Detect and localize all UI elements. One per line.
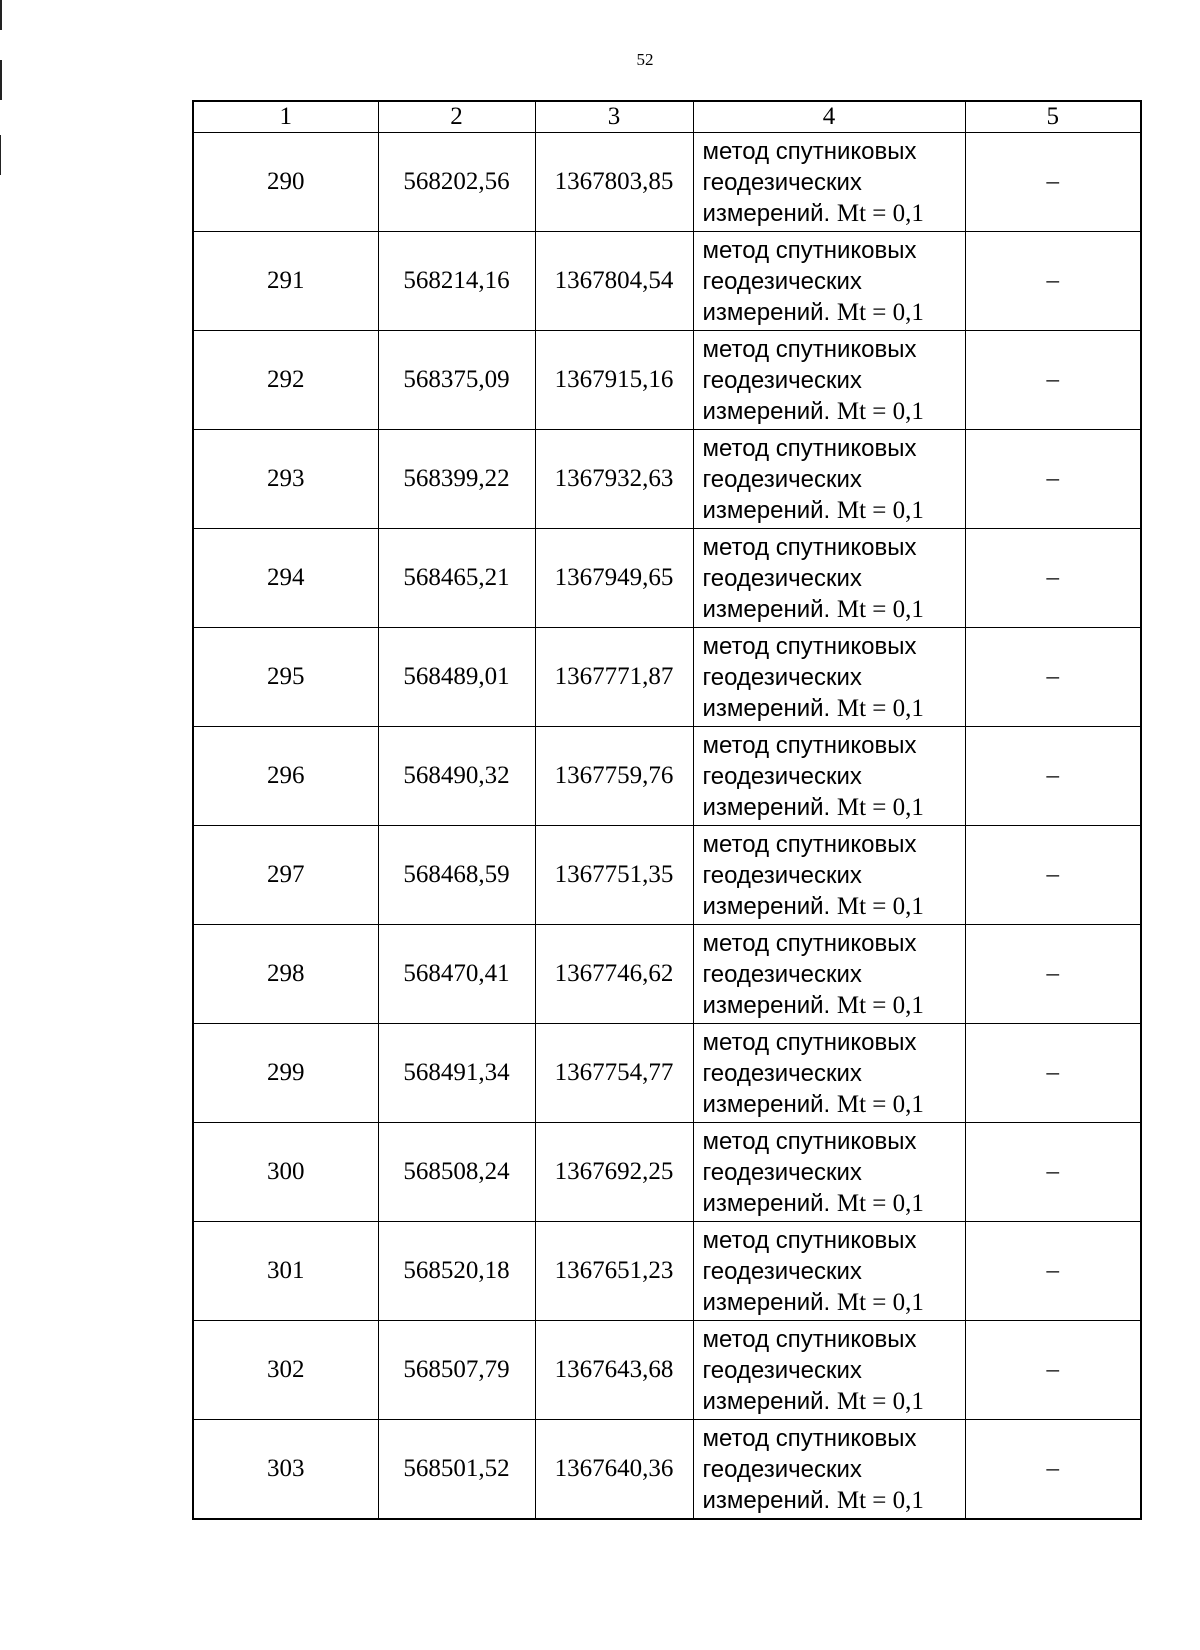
method-line: метод спутниковых — [702, 830, 917, 858]
method-line — [703, 396, 965, 427]
table-row — [193, 1420, 1141, 1520]
table-body — [193, 133, 1141, 1520]
note-cell: – — [965, 232, 1141, 331]
method-cell — [693, 1222, 965, 1321]
note-cell: – — [965, 925, 1141, 1024]
method-line-text: измерений. — [702, 991, 831, 1019]
point-number-cell: 295 — [193, 628, 378, 727]
y-coordinate-cell: 1367804,54 — [535, 232, 693, 331]
method-cell — [693, 925, 965, 1024]
x-coordinate-cell: 568470,41 — [378, 925, 535, 1024]
method-cell — [693, 529, 965, 628]
coordinates-table — [192, 100, 1142, 1520]
method-line — [703, 297, 965, 328]
method-cell — [693, 1420, 965, 1520]
method-line: метод спутниковых — [702, 236, 917, 264]
method-line: метод спутниковых — [702, 1424, 917, 1452]
y-coordinate-cell: 1367746,62 — [535, 925, 693, 1024]
note-cell: – — [965, 430, 1141, 529]
method-line — [703, 594, 965, 625]
method-line: геодезических — [702, 1257, 862, 1285]
x-coordinate-cell: 568520,18 — [378, 1222, 535, 1321]
note-cell: – — [965, 1222, 1141, 1321]
x-coordinate-cell: 568489,01 — [378, 628, 535, 727]
method-line — [703, 1485, 965, 1516]
y-coordinate-cell: 1367759,76 — [535, 727, 693, 826]
header-col-5: 5 — [965, 101, 1141, 133]
note-cell: – — [965, 1321, 1141, 1420]
method-line: геодезических — [702, 1158, 862, 1186]
table-row — [193, 529, 1141, 628]
note-cell: – — [965, 1024, 1141, 1123]
point-number-cell: 293 — [193, 430, 378, 529]
y-coordinate-cell: 1367803,85 — [535, 133, 693, 232]
method-line-text: измерений. — [702, 1189, 831, 1217]
y-coordinate-cell: 1367771,87 — [535, 628, 693, 727]
method-accuracy: Mt = 0,1 — [836, 694, 924, 722]
method-line: метод спутниковых — [702, 632, 917, 660]
method-accuracy: Mt = 0,1 — [836, 595, 924, 623]
method-accuracy: Mt = 0,1 — [836, 1090, 924, 1118]
point-number-cell: 301 — [193, 1222, 378, 1321]
method-cell — [693, 1123, 965, 1222]
method-line — [703, 1386, 965, 1417]
method-cell — [693, 133, 965, 232]
point-number-cell: 292 — [193, 331, 378, 430]
header-col-4: 4 — [693, 101, 965, 133]
y-coordinate-cell: 1367651,23 — [535, 1222, 693, 1321]
point-number-cell: 294 — [193, 529, 378, 628]
method-line: геодезических — [702, 267, 862, 295]
y-coordinate-cell: 1367915,16 — [535, 331, 693, 430]
table-row — [193, 133, 1141, 232]
method-line — [703, 990, 965, 1021]
method-cell — [693, 430, 965, 529]
method-line-text: измерений. — [702, 595, 831, 623]
page-number: 52 — [636, 50, 654, 69]
coordinates-table-container — [192, 100, 1140, 1520]
table-row — [193, 1321, 1141, 1420]
method-line: метод спутниковых — [702, 335, 917, 363]
note-cell: – — [965, 331, 1141, 430]
note-cell: – — [965, 529, 1141, 628]
x-coordinate-cell: 568491,34 — [378, 1024, 535, 1123]
header-col-2: 2 — [378, 101, 535, 133]
method-line: геодезических — [702, 1455, 862, 1483]
table-row — [193, 1123, 1141, 1222]
x-coordinate-cell: 568202,56 — [378, 133, 535, 232]
x-coordinate-cell: 568501,52 — [378, 1420, 535, 1520]
method-line-text: измерений. — [702, 1486, 831, 1514]
method-line — [703, 1287, 965, 1318]
method-line: метод спутниковых — [702, 1226, 917, 1254]
y-coordinate-cell: 1367932,63 — [535, 430, 693, 529]
point-number-cell: 297 — [193, 826, 378, 925]
method-line — [703, 891, 965, 922]
method-cell — [693, 1321, 965, 1420]
table-row — [193, 331, 1141, 430]
table-row — [193, 1024, 1141, 1123]
x-coordinate-cell: 568468,59 — [378, 826, 535, 925]
method-cell — [693, 232, 965, 331]
table-row — [193, 925, 1141, 1024]
note-cell: – — [965, 133, 1141, 232]
method-line — [703, 198, 965, 229]
method-accuracy: Mt = 0,1 — [836, 1387, 924, 1415]
table-row — [193, 727, 1141, 826]
x-coordinate-cell: 568399,22 — [378, 430, 535, 529]
method-line — [703, 792, 965, 823]
method-line: метод спутниковых — [702, 533, 917, 561]
method-line-text: измерений. — [702, 793, 831, 821]
method-line-text: измерений. — [702, 694, 831, 722]
method-accuracy: Mt = 0,1 — [836, 199, 924, 227]
method-accuracy: Mt = 0,1 — [836, 793, 924, 821]
x-coordinate-cell: 568214,16 — [378, 232, 535, 331]
method-line: геодезических — [702, 1356, 862, 1384]
method-line-text: измерений. — [702, 1387, 831, 1415]
y-coordinate-cell: 1367640,36 — [535, 1420, 693, 1520]
point-number-cell: 291 — [193, 232, 378, 331]
header-col-1: 1 — [193, 101, 378, 133]
y-coordinate-cell: 1367949,65 — [535, 529, 693, 628]
method-line: геодезических — [702, 1059, 862, 1087]
x-coordinate-cell: 568465,21 — [378, 529, 535, 628]
method-line: метод спутниковых — [702, 1028, 917, 1056]
method-line — [703, 495, 965, 526]
method-cell — [693, 727, 965, 826]
method-accuracy: Mt = 0,1 — [836, 298, 924, 326]
method-line — [703, 1188, 965, 1219]
point-number-cell: 290 — [193, 133, 378, 232]
x-coordinate-cell: 568507,79 — [378, 1321, 535, 1420]
method-accuracy: Mt = 0,1 — [836, 496, 924, 524]
method-line: геодезических — [702, 762, 862, 790]
table-row — [193, 232, 1141, 331]
y-coordinate-cell: 1367751,35 — [535, 826, 693, 925]
note-cell: – — [965, 727, 1141, 826]
note-cell: – — [965, 1123, 1141, 1222]
scan-margin-mark — [0, 0, 2, 30]
method-line: метод спутниковых — [702, 731, 917, 759]
point-number-cell: 298 — [193, 925, 378, 1024]
method-cell — [693, 1024, 965, 1123]
method-line: геодезических — [702, 960, 862, 988]
x-coordinate-cell: 568508,24 — [378, 1123, 535, 1222]
point-number-cell: 296 — [193, 727, 378, 826]
point-number-cell: 299 — [193, 1024, 378, 1123]
method-line-text: измерений. — [702, 397, 831, 425]
method-line — [703, 1089, 965, 1120]
method-line: метод спутниковых — [702, 137, 917, 165]
method-line-text: измерений. — [702, 199, 831, 227]
method-line: метод спутниковых — [702, 1127, 917, 1155]
method-accuracy: Mt = 0,1 — [836, 1486, 924, 1514]
note-cell: – — [965, 628, 1141, 727]
table-header-row — [193, 101, 1141, 133]
y-coordinate-cell: 1367754,77 — [535, 1024, 693, 1123]
x-coordinate-cell: 568375,09 — [378, 331, 535, 430]
method-accuracy: Mt = 0,1 — [836, 1288, 924, 1316]
method-line-text: измерений. — [702, 496, 831, 524]
method-line-text: измерений. — [702, 892, 831, 920]
method-line-text: измерений. — [702, 1090, 831, 1118]
method-line-text: измерений. — [702, 298, 831, 326]
method-line: геодезических — [702, 465, 862, 493]
method-accuracy: Mt = 0,1 — [836, 1189, 924, 1217]
note-cell: – — [965, 1420, 1141, 1520]
y-coordinate-cell: 1367643,68 — [535, 1321, 693, 1420]
method-line — [703, 693, 965, 724]
point-number-cell: 303 — [193, 1420, 378, 1520]
point-number-cell: 302 — [193, 1321, 378, 1420]
method-accuracy: Mt = 0,1 — [836, 892, 924, 920]
method-line: геодезических — [702, 168, 862, 196]
table-row — [193, 628, 1141, 727]
header-col-3: 3 — [535, 101, 693, 133]
method-cell — [693, 628, 965, 727]
table-row — [193, 430, 1141, 529]
table-row — [193, 826, 1141, 925]
method-line: геодезических — [702, 564, 862, 592]
table-row — [193, 1222, 1141, 1321]
method-line: метод спутниковых — [702, 929, 917, 957]
method-line: геодезических — [702, 366, 862, 394]
method-line: метод спутниковых — [702, 434, 917, 462]
scan-margin-mark — [0, 135, 1, 175]
method-line: метод спутниковых — [702, 1325, 917, 1353]
method-cell — [693, 331, 965, 430]
note-cell: – — [965, 826, 1141, 925]
method-accuracy: Mt = 0,1 — [836, 991, 924, 1019]
x-coordinate-cell: 568490,32 — [378, 727, 535, 826]
method-line: геодезических — [702, 861, 862, 889]
point-number-cell: 300 — [193, 1123, 378, 1222]
method-cell — [693, 826, 965, 925]
y-coordinate-cell: 1367692,25 — [535, 1123, 693, 1222]
method-line-text: измерений. — [702, 1288, 831, 1316]
method-accuracy: Mt = 0,1 — [836, 397, 924, 425]
method-line: геодезических — [702, 663, 862, 691]
